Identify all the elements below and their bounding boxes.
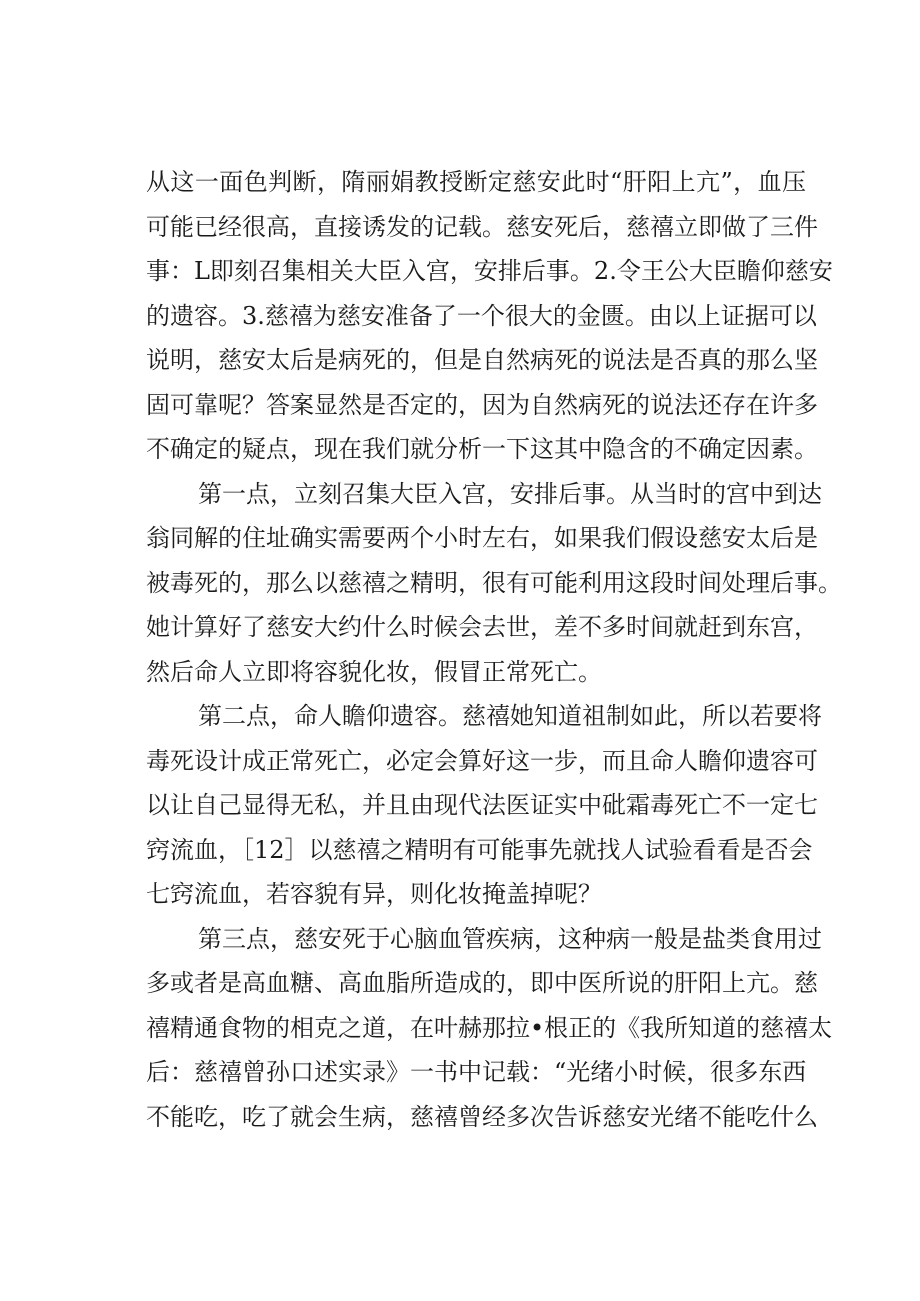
text-line: 不能吃，吃了就会生病，慈禧曾经多次告诉慈安光绪不能吃什么: [146, 1102, 818, 1131]
text-line: 禧精通食物的相克之道，在叶赫那拉•根正的《我所知道的慈禧太: [146, 1013, 833, 1042]
text-line: 然后命人立即将容貌化妆，假冒正常死亡。: [146, 657, 602, 686]
text-line: 被毒死的，那么以慈禧之精明，很有可能利用这段时间处理后事。: [146, 568, 842, 597]
text-line: 七窍流血，若容貌有异，则化妆掩盖掉呢？: [146, 880, 602, 908]
text-line: 说明，慈安太后是病死的，但是自然病死的说法是否真的那么坚: [146, 346, 818, 374]
text-line: 第二点，命人瞻仰遗容。慈禧她知道祖制如此，所以若要将: [198, 702, 822, 730]
text-line: 从这一面色判断，隋丽娟教授断定慈安此时“肝阳上亢”，血压: [146, 168, 806, 196]
text-line: 翁同解的住址确实需要两个小时左右，如果我们假设慈安太后是: [146, 524, 818, 552]
text-line: 第一点，立刻召集大臣入宫，安排后事。从当时的宫中到达: [198, 479, 822, 508]
text-line: 第三点，慈安死于心脑血管疾病，这种病一般是盐类食用过: [198, 924, 822, 953]
text-line: 毒死设计成正常死亡，必定会算好这一步，而且命人瞻仰遗容可: [146, 746, 818, 775]
body-text: [146, 160, 842, 1139]
text-line: 她计算好了慈安大约什么时候会去世，差不多时间就赶到东宫，: [146, 613, 818, 641]
text-line: 多或者是高血糖、高血脂所造成的，即中医所说的肝阳上亢。慈: [146, 969, 818, 997]
text-line: 窍流血，［12］以慈禧之精明有可能事先就找人试验看看是否会: [146, 835, 813, 864]
text-line: 后：慈禧曾孙口述实录》一书中记载：“光绪小时候，很多东西: [146, 1058, 807, 1086]
text-line: 的遗容。3.慈禧为慈安准备了一个很大的金匮。由以上证据可以: [146, 301, 817, 330]
text-line: 以让自己显得无私，并且由现代法医证实中砒霜毒死亡不一定七: [146, 791, 818, 819]
text-line: 可能已经很高，直接诱发的记载。慈安死后，慈禧立即做了三件: [146, 212, 818, 241]
text-line: 不确定的疑点，现在我们就分析一下这其中隐含的不确定因素。: [146, 435, 818, 463]
text-line: 固可靠呢？答案显然是否定的，因为自然病死的说法还存在许多: [146, 390, 818, 419]
text-line: 事：L即刻召集相关大臣入宫，安排后事。2.令王公大臣瞻仰慈安: [146, 257, 833, 285]
